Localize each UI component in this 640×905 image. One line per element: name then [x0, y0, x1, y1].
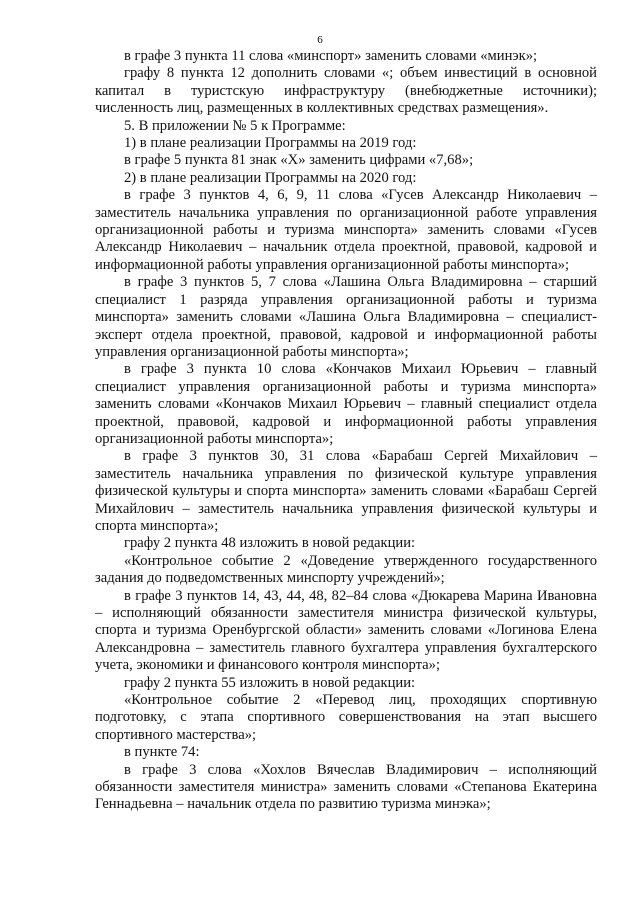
- paragraph: 5. В приложении № 5 к Программе:: [124, 117, 346, 134]
- paragraph: в графе 3 пунктов 4, 6, 9, 11 слова «Гусев Александр Николаевич – заместитель начальника управления по организационной работе управления организационной работы и туризма минспорта» заменить словами «Гусев Александр Николаевич – начальник отдела проектной, правовой, кадровой и информационной работы управления организационной работы минспорта»;: [95, 187, 597, 273]
- paragraph: в графе 3 пунктов 30, 31 слова «Барабаш Сергей Михайлович – заместитель начальника управления по физической культуре управления физической культуры и спорта минспорта» заменить словами «Барабаш Сергей Михайлович – заместитель начальника управления физической культуры и спорта минспорта»;: [95, 448, 597, 534]
- paragraph: графу 8 пункта 12 дополнить словами «; объем инвестиций в основной капитал в туристскую инфраструктуру (внебюджетные источники); численность лиц, размещенных в коллективных средствах размещения».: [95, 65, 597, 117]
- paragraph: 2) в плане реализации Программы на 2020 год:: [124, 169, 417, 186]
- paragraph: графу 2 пункта 55 изложить в новой редакции:: [124, 674, 416, 691]
- paragraph: в графе 3 пунктов 14, 43, 44, 48, 82–84 слова «Дюкарева Марина Ивановна – исполняющий обязанности заместителя министра физической культуры, спорта и туризма Оренбургской области» заменить словами «Логинова Елена Александровна – заместитель главного бухгалтера управления бухгалтерского учета, экономики и финансового контроля минспорта»;: [95, 587, 597, 674]
- document-body: [95, 48, 597, 814]
- paragraph: в графе 3 слова «Хохлов Вячеслав Владимирович – исполняющий обязанности заместителя министра» заменить словами «Степанова Екатерина Геннадьевна – начальник отдела по развитию туризма минэка»;: [95, 761, 597, 813]
- page-number: 6: [317, 34, 323, 46]
- paragraph: в пункте 74:: [124, 744, 200, 761]
- paragraph: в графе 5 пункта 81 знак «Х» заменить цифрами «7,68»;: [124, 152, 474, 169]
- paragraph: «Контрольное событие 2 «Доведение утвержденного государственного задания до подведомственных минспорту учреждений»;: [95, 552, 597, 587]
- paragraph: 1) в плане реализации Программы на 2019 год:: [124, 135, 417, 152]
- paragraph: графу 2 пункта 48 изложить в новой редакции:: [124, 535, 416, 552]
- paragraph: «Контрольное событие 2 «Перевод лиц, проходящих спортивную подготовку, с этапа спортивного совершенствования на этап высшего спортивного мастерства»;: [95, 692, 597, 743]
- paragraph: в графе 3 пункта 10 слова «Кончаков Михаил Юрьевич – главный специалист управления организационной работы и туризма минспорта» заменить словами «Кончаков Михаил Юрьевич – главный специалист отдела проектной, правовой, кадровой и информационной работы управления организационной работы минспорта»;: [95, 361, 597, 447]
- paragraph: в графе 3 пунктов 5, 7 слова «Лашина Ольга Владимировна – старший специалист 1 разряда управления организационной работы и туризма минспорта» заменить словами «Лашина Ольга Владимировна – специалист-эксперт отдела проектной, правовой, кадровой и информационной работы управления организационной работы минспорта»;: [95, 274, 597, 360]
- paragraph: в графе 3 пункта 11 слова «минспорт» заменить словами «минэк»;: [124, 48, 538, 64]
